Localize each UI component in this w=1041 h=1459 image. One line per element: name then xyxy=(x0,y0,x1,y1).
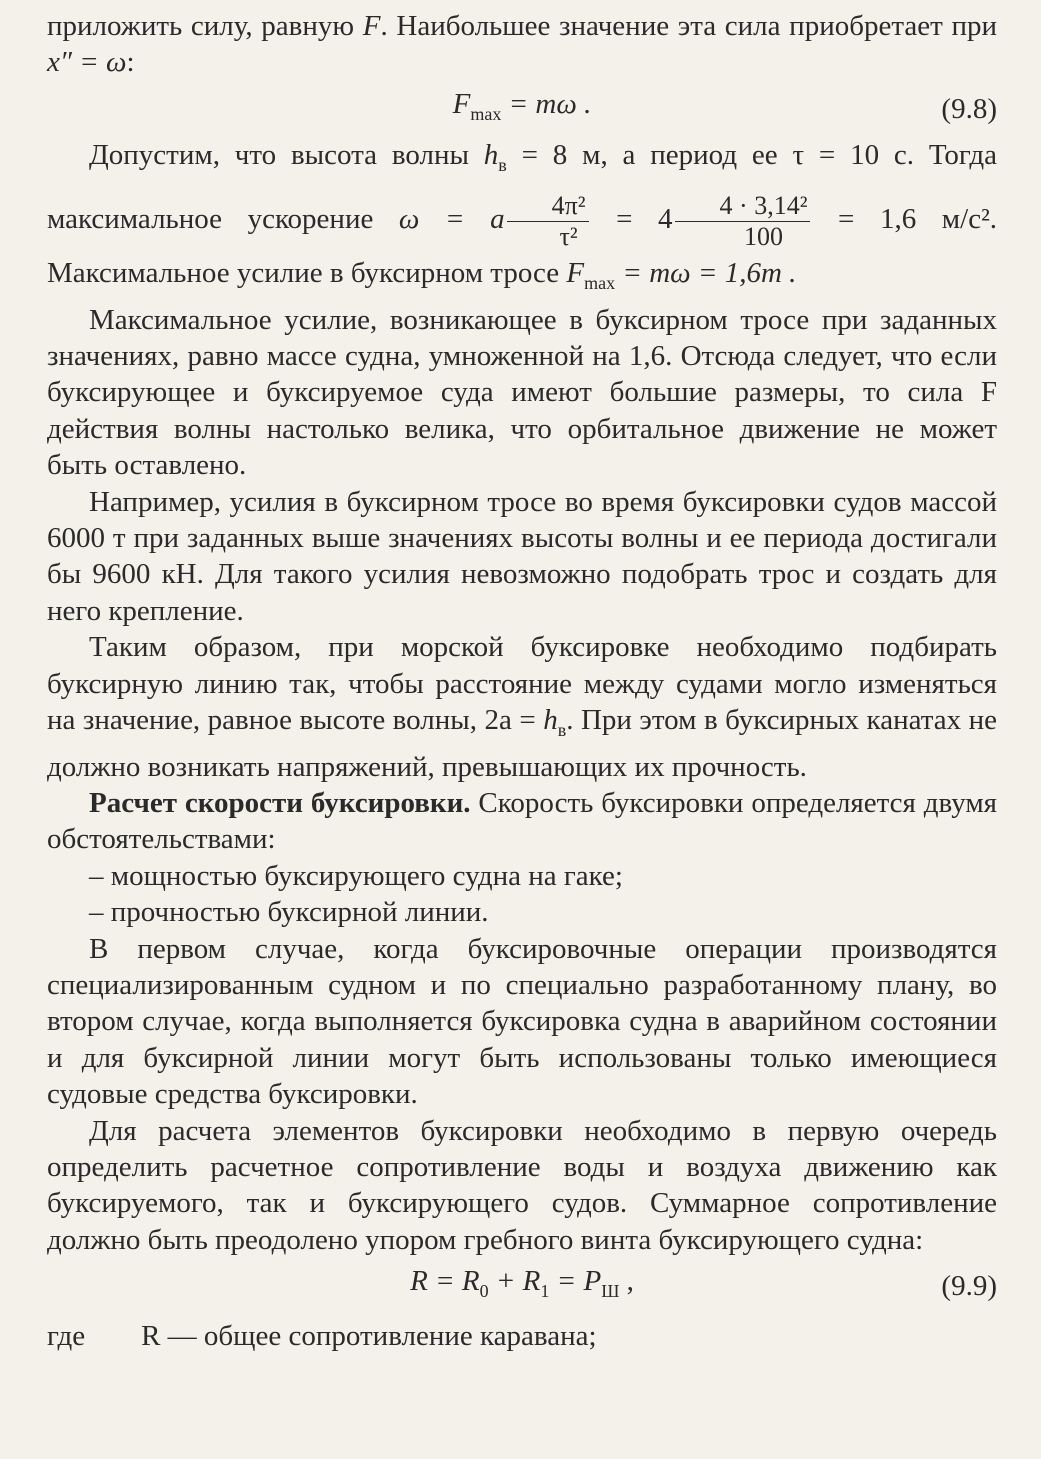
paragraph-3: Максимальное усилие, возникающее в буксирном тросе при заданных значениях, равно массе судна, умноженной на 1,6. Отсюда следует, что если буксирующее и буксируемое суда имеют большие размеры, то сила F действия волны настолько велика, что орбитальное движение не может быть оставлено. xyxy=(47,303,997,482)
equation-9-9: $R = R_0 + R_1 = P_Ш$ , (9.9) xyxy=(47,1258,997,1314)
where-label: где xyxy=(47,1320,86,1353)
fraction-4pi2-tau2: $\frac{\text{4π²}}{\text{τ²}}$ xyxy=(507,191,589,252)
paragraph-1: приложить силу, равную F. Наибольшее значение эта сила приобретает при x″ = ω: xyxy=(47,10,998,79)
paragraph-4: Например, усилия в буксирном тросе во время буксировки судов массой 6000 т при заданных выше значениях высоты волны и ее периода достигали бы 9600 кН. Для такого усилия невозможно подобрать трос и создать для него крепление. xyxy=(47,485,997,627)
list-item: – мощностью буксирующего судна на гаке; xyxy=(89,859,623,892)
equation-number: (9.8) xyxy=(941,92,997,125)
where-definition: R — общее сопротивление каравана; xyxy=(141,1320,597,1353)
paragraph-8: Для расчета элементов буксировки необходимо в первую очередь определить расчетное сопротивление воды и воздуха движению как буксируемого, так и буксирующего судов. Суммарное сопротивление должно быть преодолено упором гребного винта буксирующего судна: xyxy=(47,1114,997,1256)
section-heading: Расчет скорости буксировки. xyxy=(89,786,471,819)
list-item: – прочностью буксирной линии. xyxy=(89,896,489,929)
paragraph-2: Допустим, что высота волны $h_в = 8$ м, а период ее τ = 10 с. Тогда максимальное ускорение ω = a $\frac{\text{4π²}}{\text{τ²}}$ = 4 $\frac{\text{4 · 3,14²}}{100}$ = 1,6 м/с². Максимальное усилие в буксирном тросе $F_{max} = m\omega = 1,6m$ . xyxy=(47,138,998,294)
equation-number: (9.9) xyxy=(941,1269,997,1302)
paragraph-5: Таким образом, при морской буксировке необходимо подбирать буксирную линию так, чтобы расстояние между судами могло изменяться на значение, равное высоте волны, $2a = h_в$. При этом в буксирных канатах не должно возникать напряжений, превышающих их прочность. xyxy=(47,631,997,783)
equation-9-8: $F_{max} = m\omega$ . (9.8) xyxy=(47,81,997,137)
fraction-numeric: $\frac{\text{4 · 3,14²}}{100}$ xyxy=(675,191,811,252)
paragraph-6: Расчет скорости буксировки. Скорость буксировки определяется двумя обстоятельствами: xyxy=(47,786,998,856)
paragraph-7: В первом случае, когда буксировочные операции производятся специализированным судном и по специально разработанному плану, во втором случае, когда выполняется буксировка судна в аварийном состоянии и для буксирной линии могут быть использованы только имеющиеся судовые средства буксировки. xyxy=(47,932,997,1111)
where-clause xyxy=(47,1318,997,1354)
